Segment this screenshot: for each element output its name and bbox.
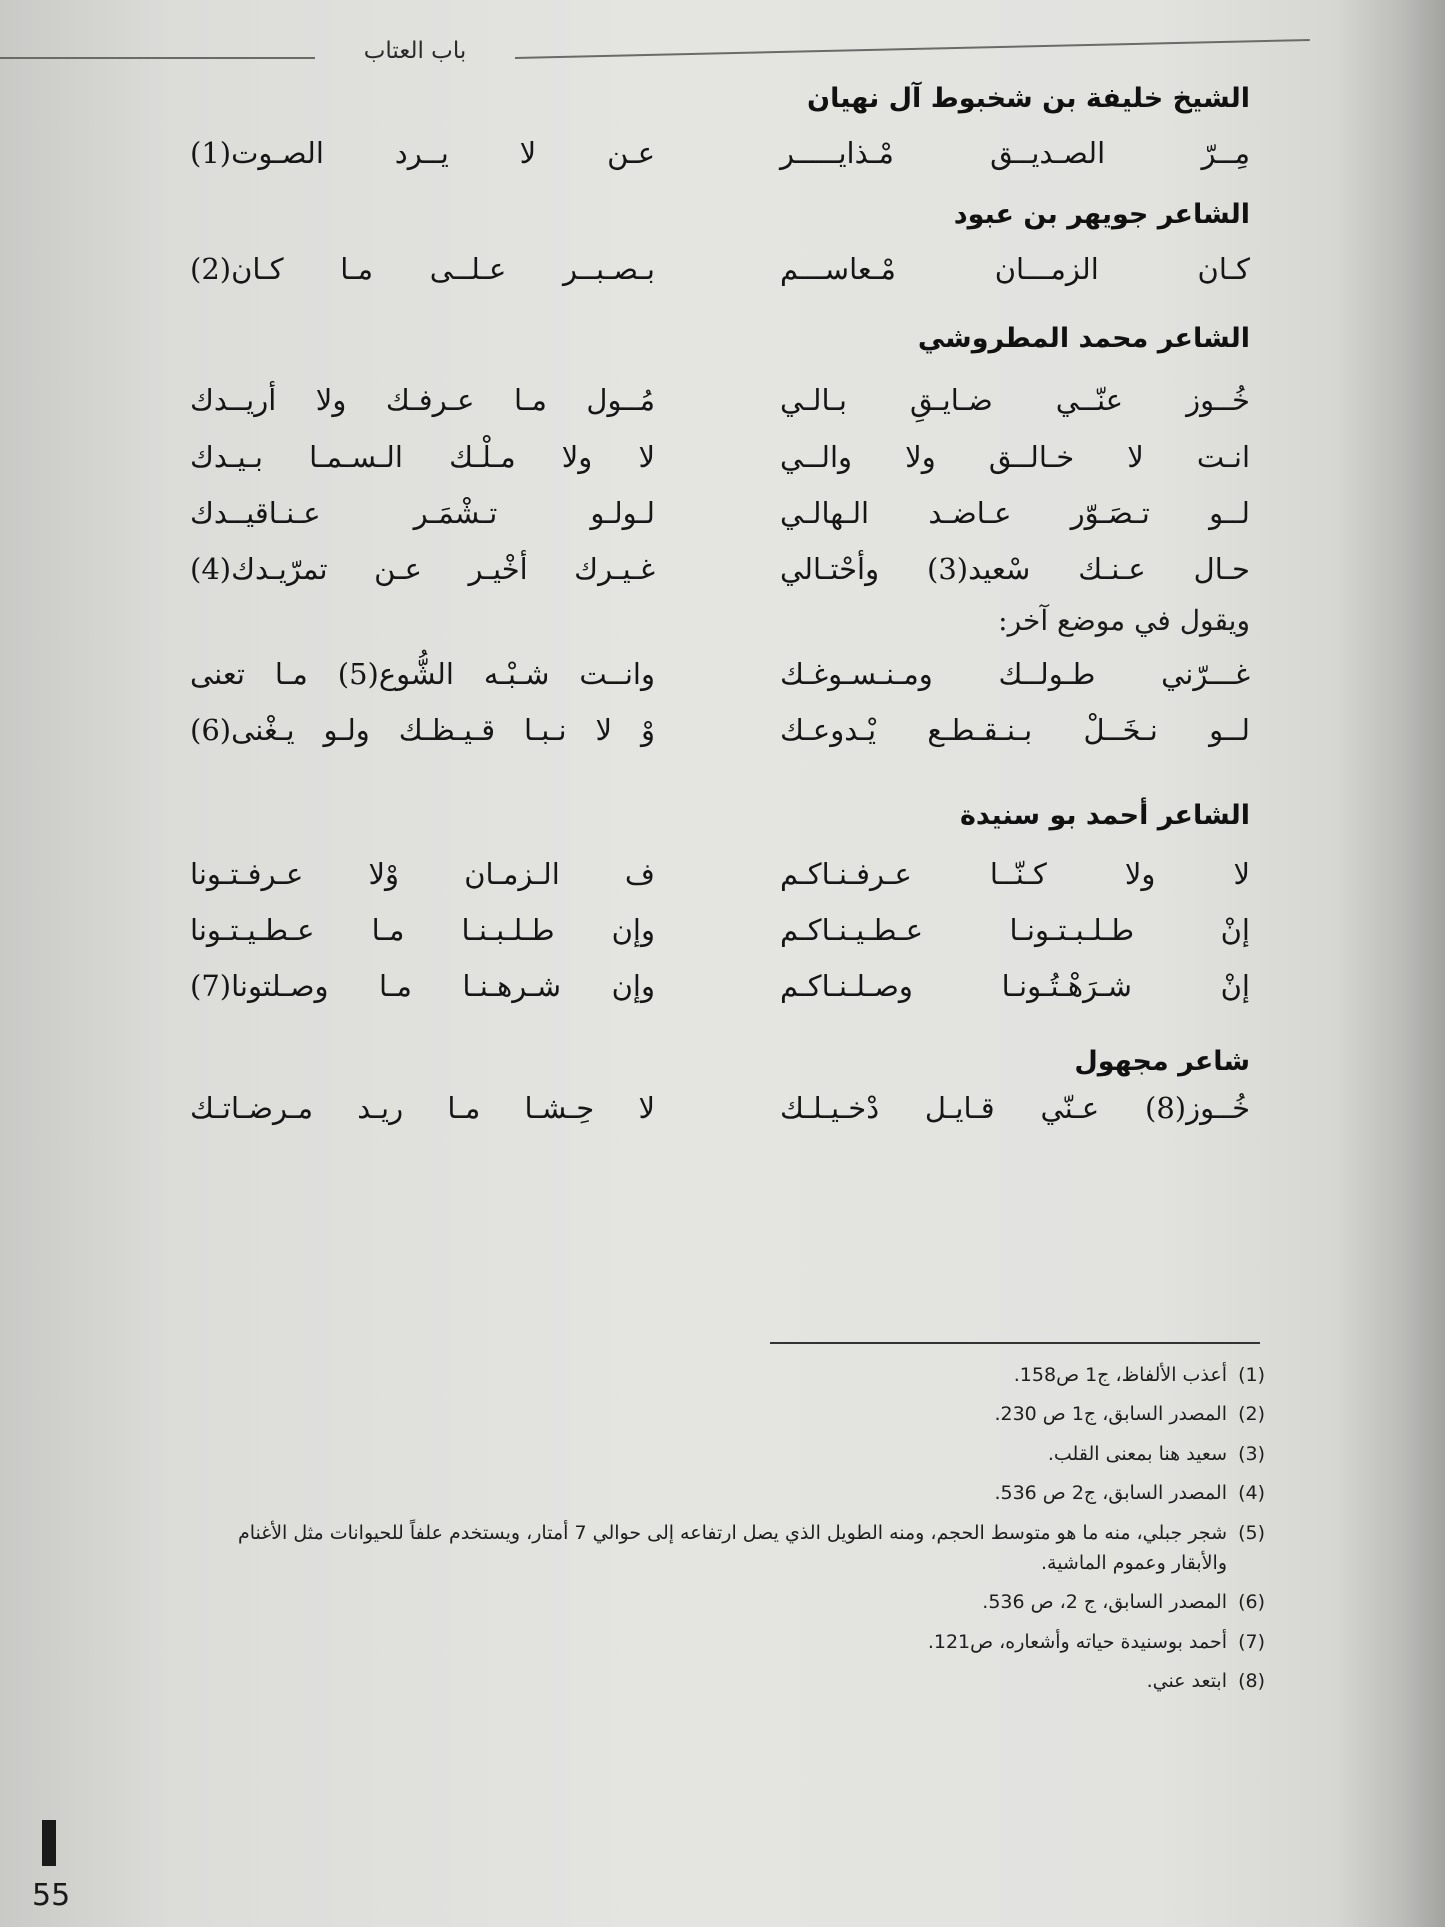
footnote-number: (3) — [1238, 1442, 1265, 1465]
footnote-text: شجر جبلي، منه ما هو متوسط الحجم، ومنه الطويل الذي يصل ارتفاعه إلى حوالي 7 أمتار، ويستخدم علفاً للحيوانات مثل الأغنام والأبقار وعموم الماشية. — [237, 1521, 1227, 1574]
footnote — [190, 1360, 1265, 1390]
verse-row — [190, 132, 1250, 174]
footnote-number: (4) — [1238, 1482, 1265, 1505]
footnote — [190, 1439, 1265, 1469]
footnote-separator — [770, 1342, 1260, 1344]
footnote — [190, 1587, 1265, 1617]
verse-second-hemistich: عـن لا يــرد الصـوت(1) — [190, 135, 655, 170]
verse-row — [190, 248, 1250, 290]
verse-second-hemistich: وْ لا نـبـا قـيـظـك ولـو يـغْنى(6) — [190, 712, 655, 747]
footnote-text: أحمد بوسنيدة حياته وأشعاره، ص121. — [927, 1630, 1227, 1653]
verse-first-hemistich: لــو تـصَـوّر عـاضـد الـهالـي — [780, 495, 1250, 530]
verse-second-hemistich: غـيـرك أخْيـر عـن تمرّيـدك(4) — [190, 551, 655, 586]
verse-second-hemistich: ف الـزمـان وْلا عـرفـتـونا — [190, 856, 655, 891]
footnote-text: ابتعد عني. — [1146, 1670, 1227, 1693]
verse-row — [190, 379, 1250, 421]
verse-first-hemistich: انـت لا خـالــق ولا والــي — [780, 439, 1250, 474]
footnote — [190, 1666, 1265, 1696]
verse-second-hemistich: وإن شـرهـنـا مـا وصـلتونا(7) — [190, 968, 655, 1003]
verse-first-hemistich: خُــوز(8) عـنّي قـايـل دْخـيـلـك — [780, 1090, 1250, 1125]
poem-section — [190, 1043, 1250, 1129]
poem-content — [190, 80, 1250, 1151]
verse-first-hemistich: لــو نـخَــلْ بـنـقـطـع يْـدوعـك — [780, 712, 1250, 747]
verse-second-hemistich: لا حِـشـا مـا ريـد مـرضـاتـك — [190, 1090, 655, 1125]
verse-row — [190, 548, 1250, 590]
poem-section — [190, 320, 1250, 751]
footnote — [190, 1627, 1265, 1657]
verse-second-hemistich: لا ولا مـلْـك الـسـمـا بـيـدك — [190, 439, 655, 474]
footnote-text: المصدر السابق، ج1 ص 230. — [994, 1403, 1227, 1426]
verse-first-hemistich: خُــوز عنّــي ضـايـقِ بـالـي — [780, 383, 1250, 418]
verse-second-hemistich: لـولـو تـشْمَـر عـنـاقيــدك — [190, 495, 655, 530]
verse-row — [190, 965, 1250, 1007]
footnote — [190, 1518, 1265, 1579]
footnote-number: (8) — [1238, 1670, 1265, 1693]
poet-name: الشاعر جويهر بن عبود — [953, 198, 1250, 230]
verse-second-hemistich: وانــت شـبْـه الشُّوع(5) مـا تعنى — [190, 656, 655, 691]
verse-row — [190, 653, 1250, 695]
footnote-number: (1) — [1238, 1364, 1265, 1386]
verse-row — [190, 492, 1250, 534]
verse-first-hemistich: حـال عـنـك سْعيد(3) وأحْتـالي — [780, 551, 1250, 586]
poet-name: الشاعر أحمد بو سنيدة — [959, 799, 1250, 831]
verse-second-hemistich: وإن طـلـبـنـا مـا عـطـيـتـونا — [190, 912, 655, 947]
footnote-number: (2) — [1238, 1403, 1265, 1426]
verse-row — [190, 853, 1250, 895]
poet-name: شاعر مجهول — [1074, 1045, 1250, 1077]
poem-section — [190, 797, 1250, 1007]
poet-name: الشيخ خليفة بن شخبوط آل نهيان — [807, 83, 1250, 114]
poem-section — [190, 196, 1250, 290]
verse-row — [190, 436, 1250, 478]
header-rule-left — [0, 57, 315, 59]
footnote-text: سعيد هنا بمعنى القلب. — [1047, 1442, 1227, 1465]
verse-row — [190, 709, 1250, 751]
page-marker-bar — [42, 1820, 56, 1866]
footnote-number: (5) — [1238, 1521, 1265, 1544]
verse-first-hemistich: إنْ طـلـبـتـونـا عـطـيـنـاكـم — [780, 912, 1250, 947]
verse-row — [190, 1087, 1250, 1129]
running-title: باب العتاب — [363, 38, 467, 64]
footnotes — [190, 1360, 1265, 1706]
verse-first-hemistich: مِــرّ الصـديــق مْـذايـــــر — [780, 135, 1250, 170]
verse-second-hemistich: مُــول مـا عـرفـك ولا أريــدك — [190, 383, 655, 418]
verse-row — [190, 909, 1250, 951]
verse-first-hemistich: لا ولا كـنّــا عـرفـنـاكـم — [780, 856, 1250, 891]
verse-second-hemistich: بـصـبــر عـلــى مـا كـان(2) — [190, 251, 655, 286]
page-shadow — [1335, 0, 1445, 1927]
footnote-number: (7) — [1238, 1630, 1265, 1653]
verse-first-hemistich: غـــرّني طـولــك ومـنـسـوغـك — [780, 656, 1250, 691]
footnote — [190, 1399, 1265, 1429]
footnote-text: المصدر السابق، ج 2، ص 536. — [982, 1591, 1227, 1614]
poem-section — [190, 80, 1250, 174]
footnote — [190, 1478, 1265, 1508]
verse-first-hemistich: إنْ شـرَهْـتُـونـا وصـلـنـاكـم — [780, 968, 1250, 1003]
footnote-text: المصدر السابق، ج2 ص 536. — [994, 1482, 1227, 1505]
intro-line: ويقول في موضع آخر: — [998, 603, 1250, 637]
poet-name: الشاعر محمد المطروشي — [917, 322, 1250, 354]
footnote-number: (6) — [1238, 1591, 1265, 1614]
header-rule-right — [515, 39, 1310, 59]
verse-first-hemistich: كـان الزمـــان مْـعاســـم — [780, 251, 1250, 286]
page-number: 55 — [32, 1878, 71, 1913]
footnote-text: أعذب الألفاظ، ج1 ص158. — [1013, 1364, 1227, 1386]
